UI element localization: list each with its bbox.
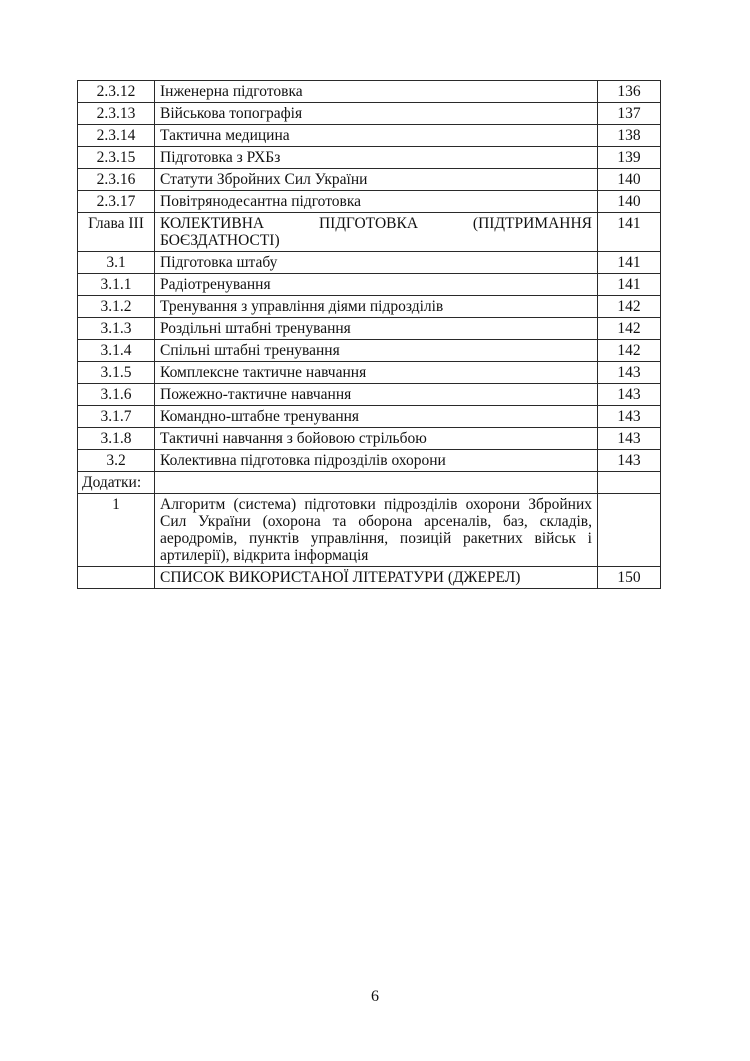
page-reference: 142 xyxy=(598,340,661,362)
section-number xyxy=(78,567,155,589)
section-number: 2.3.16 xyxy=(78,169,155,191)
section-number: 3.1.5 xyxy=(78,362,155,384)
page-reference: 140 xyxy=(598,169,661,191)
page-reference: 139 xyxy=(598,147,661,169)
table-row xyxy=(78,169,661,191)
section-number: 2.3.15 xyxy=(78,147,155,169)
page-reference: 140 xyxy=(598,191,661,213)
section-title: Пожежно-тактичне навчання xyxy=(155,384,598,406)
page-reference: 143 xyxy=(598,428,661,450)
bibliography-title: СПИСОК ВИКОРИСТАНОЇ ЛІТЕРАТУРИ (ДЖЕРЕЛ) xyxy=(155,567,598,589)
section-title: Повітрянодесантна підготовка xyxy=(155,191,598,213)
table-row xyxy=(78,406,661,428)
page-reference: 143 xyxy=(598,406,661,428)
section-title xyxy=(155,472,598,494)
table-row xyxy=(78,252,661,274)
page-reference xyxy=(598,472,661,494)
page-reference: 143 xyxy=(598,450,661,472)
section-number: 3.1.3 xyxy=(78,318,155,340)
appendix-number: 1 xyxy=(78,494,155,567)
section-title: Комплексне тактичне навчання xyxy=(155,362,598,384)
section-title: Інженерна підготовка xyxy=(155,81,598,103)
table-row xyxy=(78,384,661,406)
section-number: 3.1.7 xyxy=(78,406,155,428)
table-row xyxy=(78,103,661,125)
table-row xyxy=(78,318,661,340)
section-title: Командно-штабне тренування xyxy=(155,406,598,428)
page-reference: 142 xyxy=(598,318,661,340)
section-title: Колективна підготовка підрозділів охорони xyxy=(155,450,598,472)
table-row xyxy=(78,567,661,589)
table-row xyxy=(78,428,661,450)
table-row xyxy=(78,340,661,362)
appendix-title: Алгоритм (система) підготовки підрозділів охорони Збройних Сил України (охорона та оборона арсеналів, баз, складів, аеродромів, пунктів управління, позицій ракетних військ і артилерії), відкрита інформація xyxy=(155,494,598,567)
page-reference: 137 xyxy=(598,103,661,125)
section-number: 3.1.2 xyxy=(78,296,155,318)
table-row xyxy=(78,472,661,494)
table-row xyxy=(78,191,661,213)
appendices-heading: Додатки: xyxy=(78,472,155,494)
section-title: Тактична медицина xyxy=(155,125,598,147)
page-reference: 142 xyxy=(598,296,661,318)
section-number: 2.3.12 xyxy=(78,81,155,103)
section-number: 3.1.4 xyxy=(78,340,155,362)
page-reference: 141 xyxy=(598,252,661,274)
page-reference xyxy=(598,494,661,567)
section-number: 3.1.1 xyxy=(78,274,155,296)
table-row xyxy=(78,296,661,318)
page-reference: 141 xyxy=(598,274,661,296)
table-row xyxy=(78,362,661,384)
section-title: Радіотренування xyxy=(155,274,598,296)
section-number: 3.1.8 xyxy=(78,428,155,450)
toc-body xyxy=(78,81,661,589)
section-title: Підготовка штабу xyxy=(155,252,598,274)
table-of-contents xyxy=(77,80,661,589)
section-number: 3.1.6 xyxy=(78,384,155,406)
section-number: 3.1 xyxy=(78,252,155,274)
chapter-title: КОЛЕКТИВНА ПІДГОТОВКА (ПІДТРИМАННЯ БОЄЗДАТНОСТІ) xyxy=(155,213,598,252)
page-number: 6 xyxy=(371,988,379,1005)
table-row xyxy=(78,125,661,147)
page-reference: 143 xyxy=(598,384,661,406)
section-number: 2.3.17 xyxy=(78,191,155,213)
table-row xyxy=(78,147,661,169)
chapter-number: Глава ІІІ xyxy=(78,213,155,252)
section-title: Статути Збройних Сил України xyxy=(155,169,598,191)
table-row xyxy=(78,494,661,567)
section-title: Тактичні навчання з бойовою стрільбою xyxy=(155,428,598,450)
section-number: 2.3.14 xyxy=(78,125,155,147)
section-title: Військова топографія xyxy=(155,103,598,125)
section-title: Тренування з управління діями підрозділів xyxy=(155,296,598,318)
section-title: Підготовка з РХБз xyxy=(155,147,598,169)
page-reference: 138 xyxy=(598,125,661,147)
page-reference: 136 xyxy=(598,81,661,103)
table-row xyxy=(78,274,661,296)
section-number: 2.3.13 xyxy=(78,103,155,125)
section-title: Роздільні штабні тренування xyxy=(155,318,598,340)
table-row xyxy=(78,81,661,103)
page-reference: 143 xyxy=(598,362,661,384)
page-reference: 141 xyxy=(598,213,661,252)
table-row xyxy=(78,213,661,252)
section-title: Спільні штабні тренування xyxy=(155,340,598,362)
table-row xyxy=(78,450,661,472)
section-number: 3.2 xyxy=(78,450,155,472)
page-reference: 150 xyxy=(598,567,661,589)
